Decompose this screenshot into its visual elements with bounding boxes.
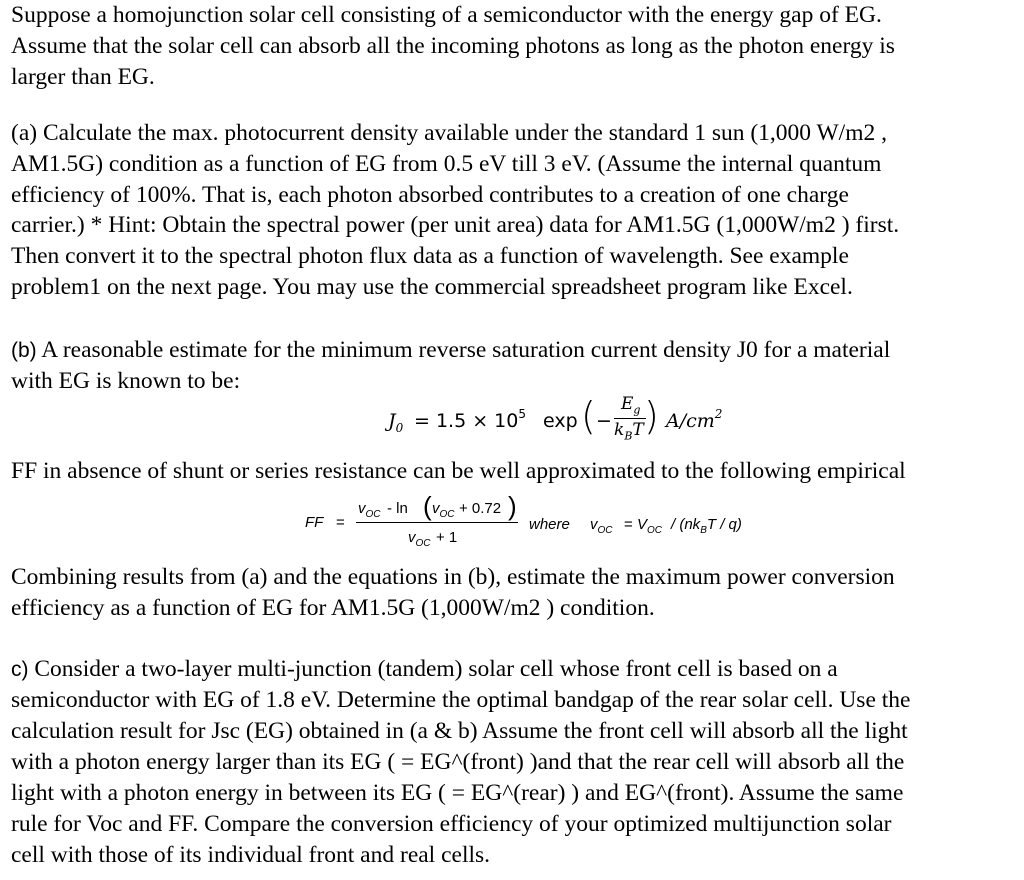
- part-c-label: c): [11, 658, 29, 681]
- ff-intro-line: FF in absence of shunt or series resistance can be well approximated to the following empirical: [11, 458, 906, 484]
- thermal-voltage: / $(nk_BT / q)$: [671, 516, 742, 536]
- voc-denominator: $v_{OC}$: [408, 529, 431, 549]
- part-b-line-1: [11, 335, 890, 366]
- intro-line-3: larger than EG.: [11, 64, 155, 90]
- part-c-line-1: [11, 654, 838, 685]
- voc-upper: $V_{OC}$: [637, 516, 663, 536]
- part-c-line-4: with a photon energy larger than its EG ( = EG^(front) )and that the rear cell will absorb all the: [11, 749, 905, 775]
- part-a-label: (a): [11, 120, 38, 146]
- ff-fraction-bar: [356, 522, 518, 523]
- part-c-line-6: rule for Voc and FF. Compare the conversion efficiency of your optimized multijunction solar: [11, 811, 892, 837]
- plus-one: + 1: [436, 529, 458, 546]
- ff-left-paren: (: [423, 491, 432, 521]
- part-c-line-5: light with a photon energy in between its EG ( = EG^(rear) ) and EG^(front). Assume the same: [11, 780, 904, 806]
- part-a-text-1: Calculate the max. photocurrent density available under the standard 1 sun (1,000 W/m2 ,: [42, 120, 887, 146]
- j0-units: $A/cm^2$: [666, 406, 723, 432]
- j0-fraction-bar: [614, 418, 646, 419]
- voc-lower: $v_{OC}$: [590, 516, 613, 536]
- kbt-denominator: $k_BT$: [614, 420, 644, 443]
- ff-right-paren: ): [508, 491, 517, 521]
- part-a-line-3: efficiency of 100%. That is, each photon absorbed contributes to a creation of one charge: [11, 182, 849, 208]
- part-a-line-6: problem1 on the next page. You may use the commercial spreadsheet program like Excel.: [11, 274, 853, 300]
- minus-ln: - ln: [387, 500, 408, 517]
- left-paren: (: [581, 394, 596, 438]
- part-a-line-5: Then convert it to the spectral photon flux data as a function of wavelength. See example: [11, 243, 849, 269]
- part-b-combine-line-1: Combining results from (a) and the equations in (b), estimate the maximum power conversion: [11, 564, 895, 590]
- part-a-line-4: carrier.) * Hint: Obtain the spectral power (per unit area) data for AM1.5G (1,000W/m2 ) first.: [11, 212, 900, 238]
- part-c-text-1: Consider a two-layer multi-junction (tandem) solar cell whose front cell is based on a: [34, 656, 838, 682]
- part-a-line-1: [11, 118, 887, 148]
- where-equals: =: [624, 516, 633, 533]
- part-b-line-2: with EG is known to be:: [11, 368, 241, 394]
- part-a-line-2: AM1.5G) condition as a function of EG from 0.5 eV till 3 eV. (Assume the internal quantum: [11, 151, 882, 177]
- ff-symbol: FF: [305, 514, 324, 531]
- part-c-line-7: cell with those of its individual front and real cells.: [11, 842, 491, 868]
- voc-numerator-2: $v_{OC}$: [432, 500, 455, 520]
- minus-sign: −: [596, 410, 612, 432]
- part-b-label: (b): [11, 339, 37, 362]
- ff-equals: =: [336, 514, 345, 531]
- right-paren: ): [644, 394, 659, 438]
- where-word: where: [529, 516, 570, 533]
- part-b-combine-line-2: efficiency as a function of EG for AM1.5G (1,000W/m2 ) condition.: [11, 595, 655, 621]
- plus-constant: + 0.72: [459, 500, 502, 517]
- part-b-text-1: A reasonable estimate for the minimum reverse saturation current density J0 for a material: [41, 337, 891, 363]
- exp-function: exp: [543, 410, 578, 432]
- j0-coefficient: = $1.5 \times 10^5$: [414, 406, 526, 432]
- intro-line-2: Assume that the solar cell can absorb all the incoming photons as long as the photon energy is: [11, 33, 895, 59]
- eg-numerator: $E_g$: [621, 394, 641, 417]
- part-c-line-2: semiconductor with EG of 1.8 eV. Determine the optimal bandgap of the rear solar cell. Use the: [11, 687, 911, 713]
- intro-line-1: Suppose a homojunction solar cell consisting of a semiconductor with the energy gap of EG.: [11, 2, 882, 28]
- j0-symbol: $J_0$: [388, 410, 404, 435]
- voc-numerator-1: $v_{OC}$: [358, 500, 381, 520]
- part-c-line-3: calculation result for Jsc (EG) obtained in (a & b) Assume the front cell will absorb all the light: [11, 718, 908, 744]
